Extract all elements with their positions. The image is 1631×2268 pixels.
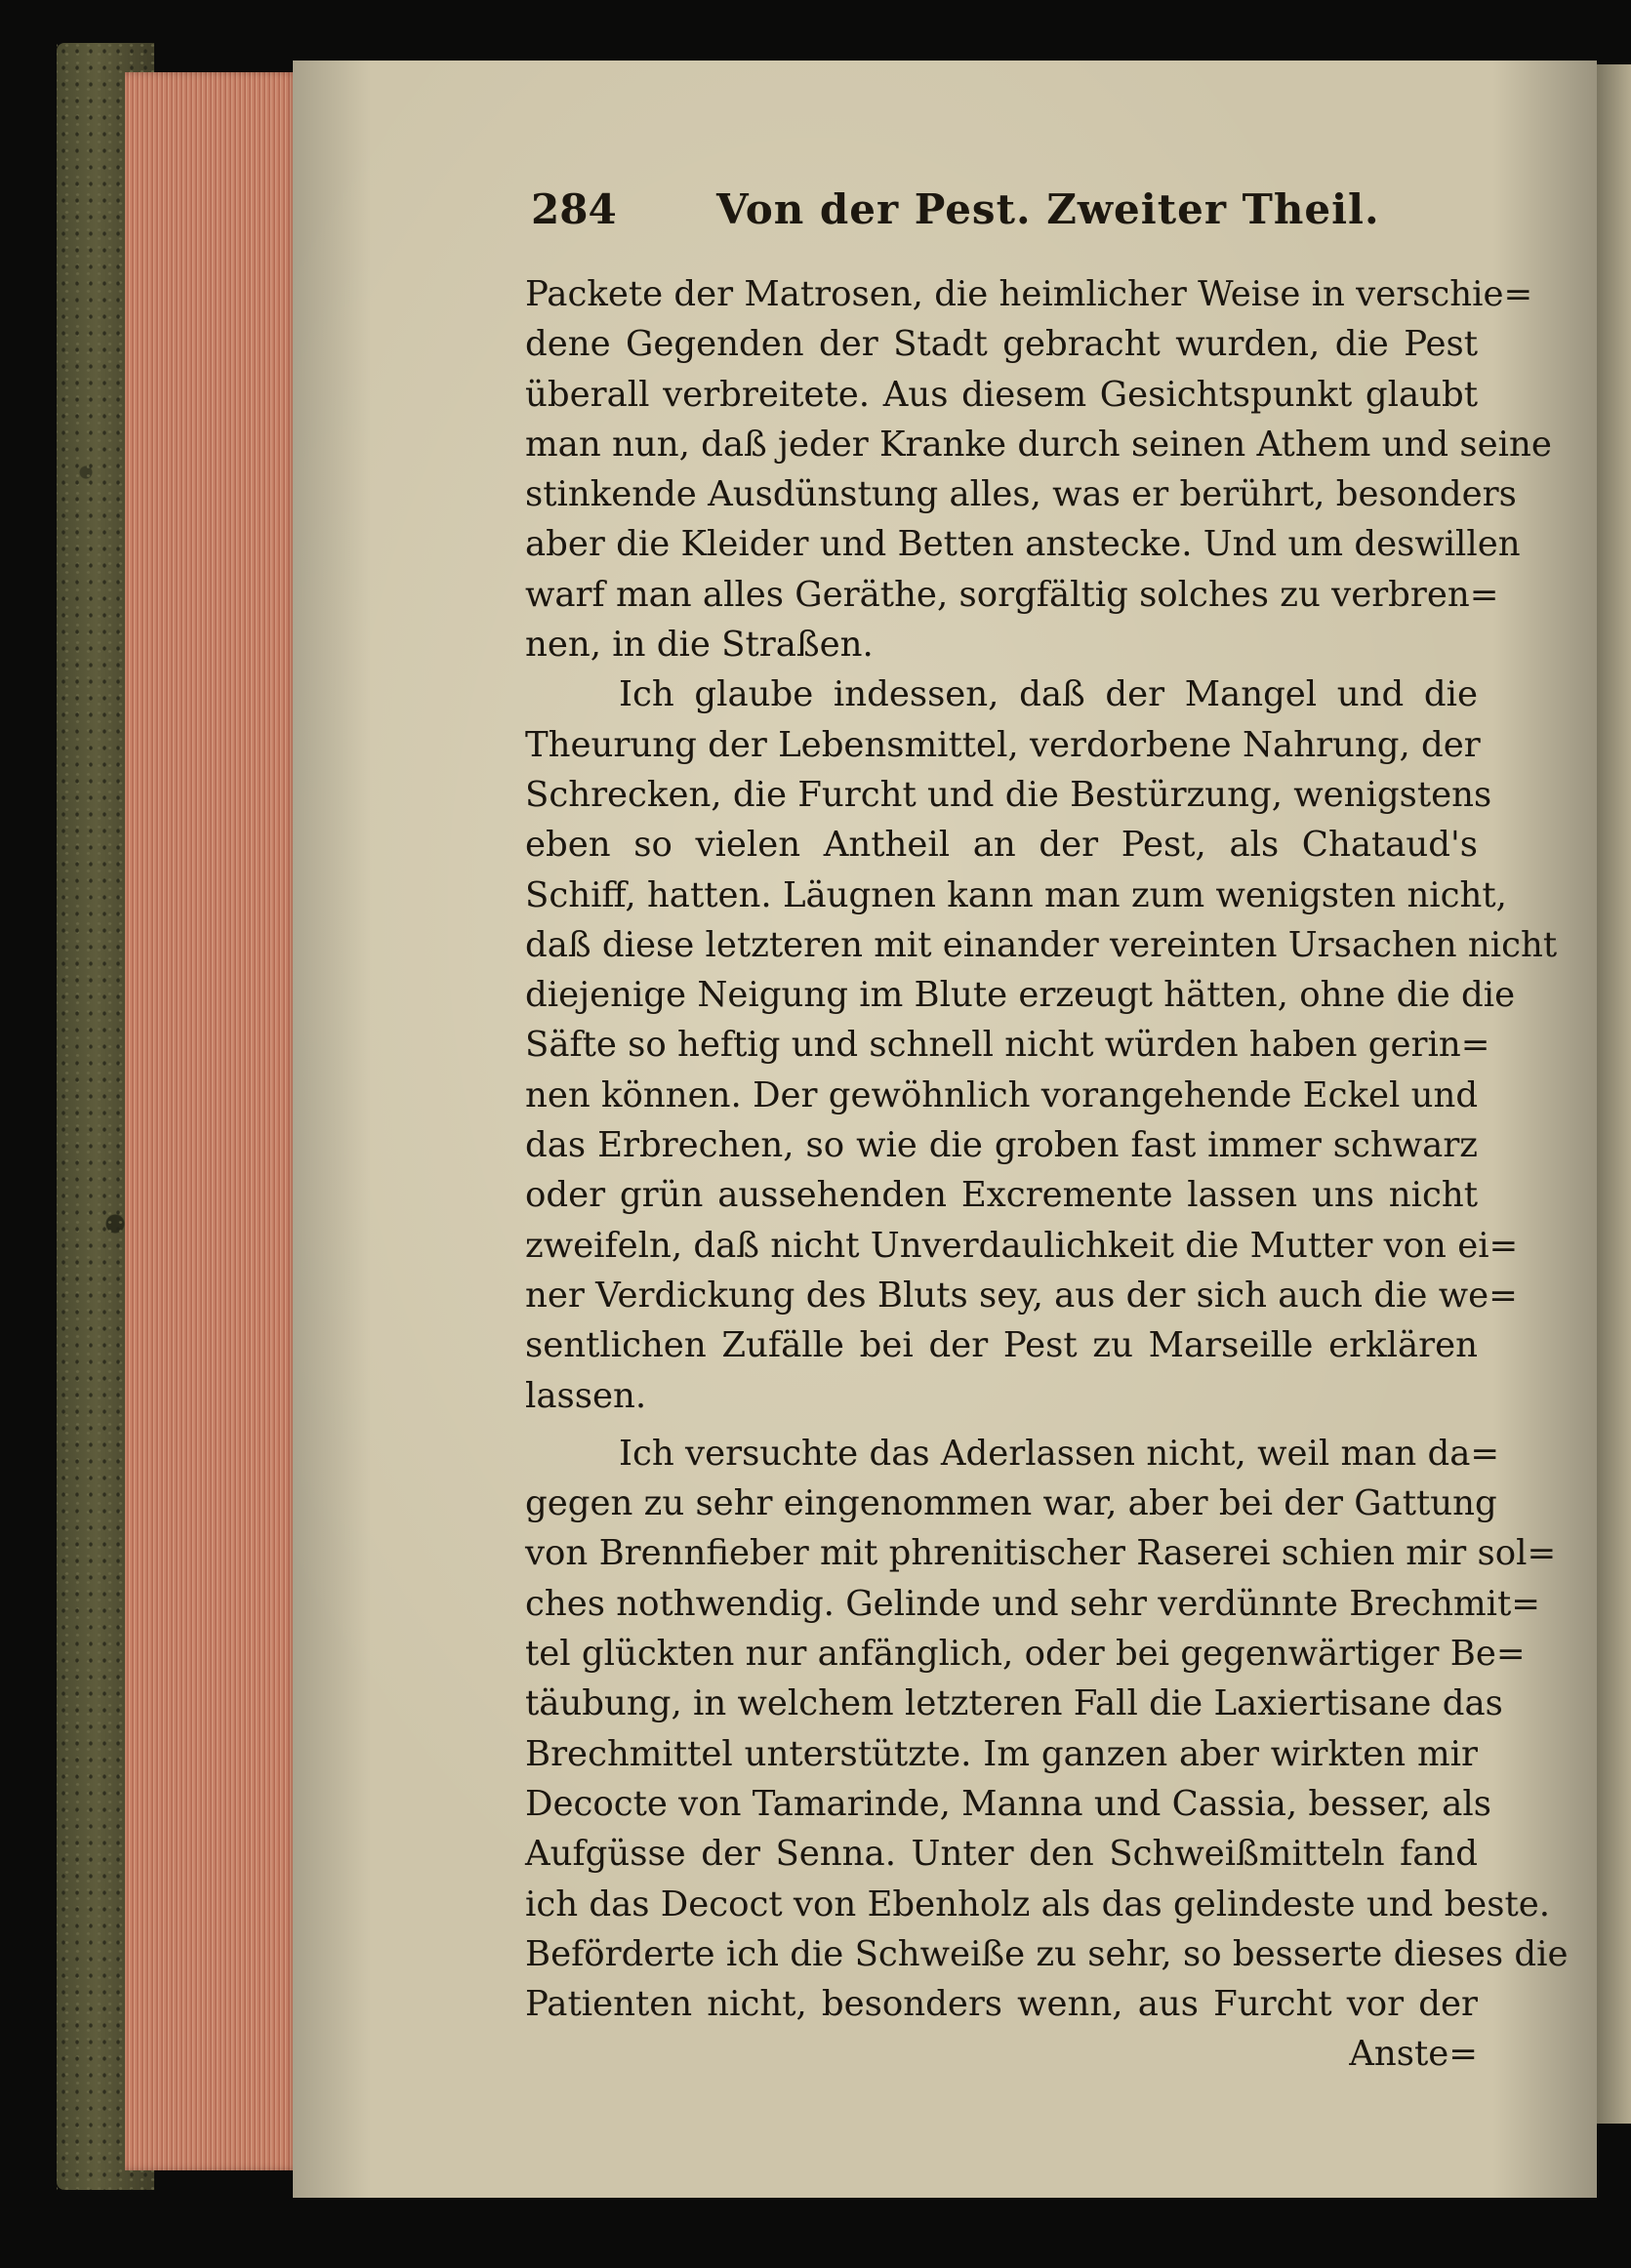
text-line: zweifeln, daß nicht Unverdaulichkeit die Mutter von ei= — [525, 1225, 1519, 1266]
text-line: stinkende Ausdünstung alles, was er berührt, besonders — [525, 474, 1517, 515]
text-line: gegen zu sehr eingenommen war, aber bei der Gattung — [525, 1483, 1497, 1524]
text-line: oder grün aussehenden Excremente lassen uns nicht — [525, 1175, 1478, 1216]
text-line: Beförderte ich die Schweiße zu sehr, so besserte dieses die — [525, 1933, 1569, 1974]
text-line: dene Gegenden der Stadt gebracht wurden, die Pest — [525, 324, 1478, 365]
text-line: nen können. Der gewöhnlich vorangehende Eckel und — [525, 1074, 1479, 1115]
text-line: eben so vielen Antheil an der Pest, als Chataud's — [525, 825, 1478, 866]
text-line: von Brennfieber mit phrenitischer Raserei schien mir sol= — [525, 1533, 1557, 1574]
text-line: täubung, in welchem letzteren Fall die Laxiertisane das — [525, 1683, 1503, 1724]
text-line: Aufgüsse der Senna. Unter den Schweißmitteln fand — [525, 1834, 1478, 1875]
text-line: Säfte so heftig und schnell nicht würden haben gerin= — [525, 1025, 1490, 1066]
text-line: überall verbreitete. Aus diesem Gesichtspunkt glaubt — [525, 374, 1478, 415]
text-line: Schrecken, die Furcht und die Bestürzung, wenigstens — [525, 774, 1492, 815]
text-line: Patienten nicht, besonders wenn, aus Furcht vor der — [525, 1984, 1478, 2025]
text-line: Ich glaube indessen, daß der Mangel und die — [619, 674, 1478, 715]
text-line: ner Verdickung des Bluts sey, aus der sich auch die we= — [525, 1275, 1518, 1316]
text-line: das Erbrechen, so wie die groben fast immer schwarz — [525, 1125, 1478, 1166]
text-line: daß diese letzteren mit einander vereinten Ursachen nicht — [525, 924, 1558, 965]
text-line: tel glückten nur anfänglich, oder bei gegenwärtiger Be= — [525, 1634, 1526, 1675]
text-line: Packete der Matrosen, die heimlicher Weise in verschie= — [525, 274, 1533, 314]
text-line: ich das Decoct von Ebenholz als das gelindeste und beste. — [525, 1883, 1551, 1924]
page-edges — [125, 72, 299, 2170]
text-line: aber die Kleider und Betten anstecke. Und um deswillen — [525, 524, 1521, 565]
running-title: Von der Pest. Zweiter Theil. — [716, 185, 1380, 233]
text-line: man nun, daß jeder Kranke durch seinen Athem und seine — [525, 424, 1552, 465]
page-number: 284 — [531, 185, 617, 233]
running-head — [531, 185, 1468, 244]
text-line: nen, in die Straßen. — [525, 625, 874, 666]
text-line: Theurung der Lebensmittel, verdorbene Nahrung, der — [525, 724, 1481, 765]
text-line: ches nothwendig. Gelinde und sehr verdünnte Brechmit= — [525, 1583, 1541, 1624]
text-line: Ich versuchte das Aderlassen nicht, weil man da= — [619, 1433, 1500, 1474]
body-text — [525, 269, 1569, 2080]
catchword: Anste= — [1349, 2034, 1478, 2075]
text-line: Brechmittel unterstützte. Im ganzen aber wirkten mir — [525, 1733, 1478, 1774]
text-line: sentlichen Zufälle bei der Pest zu Marseille erklären — [525, 1325, 1478, 1366]
text-line: Decocte von Tamarinde, Manna und Cassia, besser, als — [525, 1783, 1491, 1824]
text-line: Schiff, hatten. Läugnen kann man zum wenigsten nicht, — [525, 874, 1507, 915]
text-line: lassen. — [525, 1375, 647, 1416]
text-line: diejenige Neigung im Blute erzeugt hätten, ohne die die — [525, 975, 1516, 1016]
text-line: warf man alles Geräthe, sorgfältig solches zu verbren= — [525, 574, 1499, 615]
